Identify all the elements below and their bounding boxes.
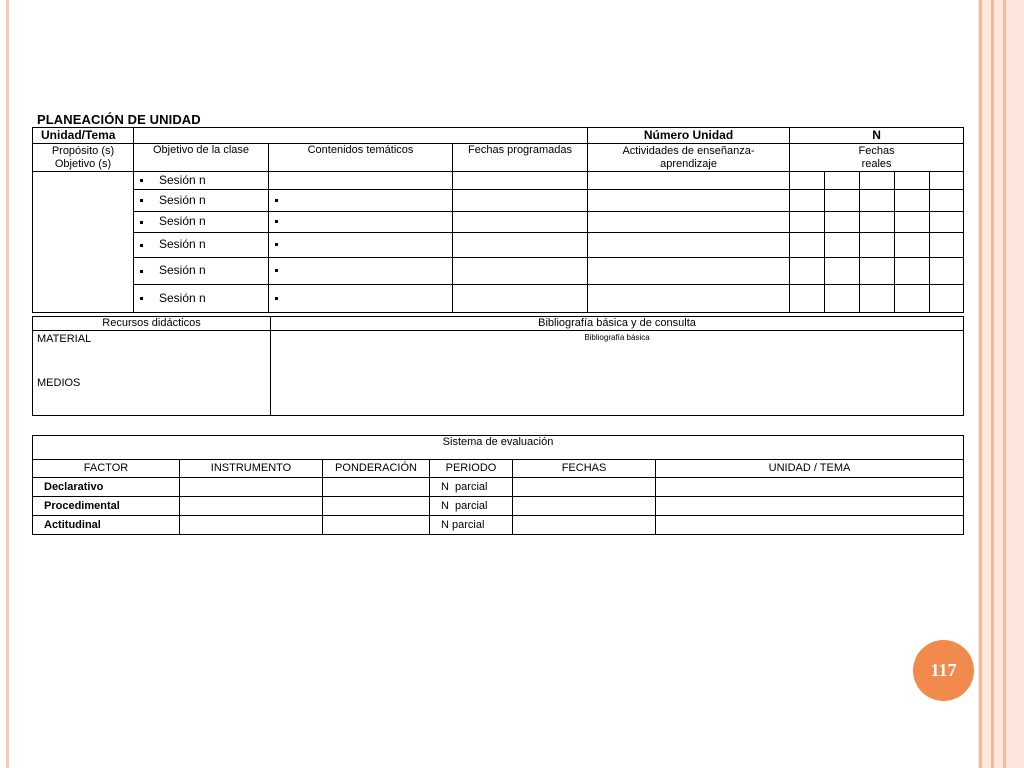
- bullet-icon: [275, 269, 278, 272]
- fecha-real-cell[interactable]: [790, 172, 825, 190]
- header-unidad-tema: UNIDAD / TEMA: [656, 460, 964, 478]
- bullet-icon: [275, 243, 278, 246]
- contenidos-cell[interactable]: [269, 285, 453, 313]
- actividades-cell[interactable]: [588, 285, 790, 313]
- unit-planning-table: [32, 127, 964, 313]
- actividades-cell[interactable]: [588, 212, 790, 233]
- page-number-badge: 117: [913, 640, 974, 701]
- fecha-real-cell[interactable]: [860, 258, 895, 285]
- fecha-real-cell[interactable]: [825, 172, 860, 190]
- fechas-reales-line1: Fechas: [858, 144, 895, 157]
- fecha-real-cell[interactable]: [930, 233, 964, 258]
- fecha-real-cell[interactable]: [790, 285, 825, 313]
- header-fechas: FECHAS: [513, 460, 656, 478]
- fecha-real-cell[interactable]: [930, 190, 964, 212]
- fecha-real-cell[interactable]: [790, 258, 825, 285]
- header-periodo: PERIODO: [430, 460, 513, 478]
- fechas-programadas-cell[interactable]: [453, 172, 588, 190]
- fecha-real-cell[interactable]: [895, 212, 930, 233]
- bullet-icon: [140, 179, 143, 182]
- session-label: Sesión n: [159, 263, 206, 277]
- header-ponderacion: PONDERACIÓN: [323, 460, 430, 478]
- right-decorative-line: [979, 0, 982, 768]
- right-decorative-line: [991, 0, 994, 768]
- instrumento-cell[interactable]: [180, 516, 323, 535]
- fecha-real-cell[interactable]: [860, 172, 895, 190]
- unidad-tema-cell[interactable]: [656, 478, 964, 497]
- fecha-real-cell[interactable]: [895, 285, 930, 313]
- medios-label: MEDIOS: [37, 377, 81, 389]
- fecha-real-cell[interactable]: [790, 190, 825, 212]
- session-cell: [134, 212, 269, 233]
- session-cell: [134, 190, 269, 212]
- fecha-real-cell[interactable]: [930, 172, 964, 190]
- unidad-tema-label: Unidad/Tema: [33, 128, 134, 144]
- fechas-programadas-cell[interactable]: [453, 258, 588, 285]
- fecha-real-cell[interactable]: [930, 212, 964, 233]
- col-header-actividades: [588, 144, 790, 172]
- contenidos-cell[interactable]: [269, 258, 453, 285]
- bullet-icon: [275, 199, 278, 202]
- fecha-real-cell[interactable]: [860, 212, 895, 233]
- factor-cell: Actitudinal: [33, 516, 180, 535]
- periodo-cell: N parcial: [430, 516, 513, 535]
- bullet-icon: [140, 199, 143, 202]
- numero-unidad-value: N: [790, 128, 964, 144]
- right-decorative-band: [978, 0, 1024, 768]
- fechas-cell[interactable]: [513, 478, 656, 497]
- bullet-icon: [140, 297, 143, 300]
- contenidos-cell[interactable]: [269, 190, 453, 212]
- session-cell: [134, 258, 269, 285]
- actividades-line2: aprendizaje: [660, 157, 717, 170]
- fecha-real-cell[interactable]: [790, 212, 825, 233]
- col-header-contenidos: Contenidos temáticos: [269, 144, 453, 172]
- fechas-programadas-cell[interactable]: [453, 285, 588, 313]
- contenidos-cell[interactable]: [269, 212, 453, 233]
- bullet-icon: [275, 220, 278, 223]
- header-factor: FACTOR: [33, 460, 180, 478]
- right-decorative-line: [1003, 0, 1006, 768]
- session-cell: [134, 233, 269, 258]
- fechas-programadas-cell[interactable]: [453, 233, 588, 258]
- bibliografia-header: Bibliografía básica y de consulta: [271, 317, 964, 331]
- instrumento-cell[interactable]: [180, 497, 323, 516]
- col-header-objetivo-clase: Objetivo de la clase: [134, 144, 269, 172]
- ponderacion-cell[interactable]: [323, 516, 430, 535]
- fecha-real-cell[interactable]: [825, 285, 860, 313]
- session-label: Sesión n: [159, 214, 206, 228]
- page-title: PLANEACIÓN DE UNIDAD: [37, 112, 201, 127]
- left-decorative-stripe: [6, 0, 9, 768]
- fecha-real-cell[interactable]: [790, 233, 825, 258]
- proposito-cell[interactable]: [33, 172, 134, 313]
- fechas-cell[interactable]: [513, 516, 656, 535]
- bibliografia-basica-label: Bibliografía básica: [584, 333, 650, 342]
- actividades-cell[interactable]: [588, 233, 790, 258]
- fecha-real-cell[interactable]: [895, 258, 930, 285]
- fechas-cell[interactable]: [513, 497, 656, 516]
- session-label: Sesión n: [159, 172, 206, 187]
- contenidos-cell[interactable]: [269, 172, 453, 190]
- fecha-real-cell[interactable]: [825, 258, 860, 285]
- actividades-cell[interactable]: [588, 258, 790, 285]
- numero-unidad-label: Número Unidad: [588, 128, 790, 144]
- factor-cell: Declarativo: [33, 478, 180, 497]
- fecha-real-cell[interactable]: [930, 285, 964, 313]
- actividades-cell[interactable]: [588, 190, 790, 212]
- fecha-real-cell[interactable]: [825, 190, 860, 212]
- unidad-tema-value[interactable]: [134, 128, 588, 144]
- fecha-real-cell[interactable]: [930, 258, 964, 285]
- actividades-cell[interactable]: [588, 172, 790, 190]
- fecha-real-cell[interactable]: [860, 190, 895, 212]
- factor-cell: Procedimental: [33, 497, 180, 516]
- col-header-proposito: [33, 144, 134, 172]
- evaluation-title: Sistema de evaluación: [33, 436, 964, 460]
- unidad-tema-cell[interactable]: [656, 497, 964, 516]
- periodo-cell: N parcial: [430, 497, 513, 516]
- session-cell: [134, 172, 269, 190]
- instrumento-cell[interactable]: [180, 478, 323, 497]
- bibliografia-cell[interactable]: [271, 331, 964, 416]
- actividades-line1: Actividades de enseñanza-: [622, 144, 755, 157]
- resources-table: [32, 316, 964, 416]
- col-header-fechas-programadas: Fechas programadas: [453, 144, 588, 172]
- session-label: Sesión n: [159, 237, 206, 251]
- fechas-programadas-cell[interactable]: [453, 190, 588, 212]
- bullet-icon: [140, 270, 143, 273]
- fecha-real-cell[interactable]: [860, 233, 895, 258]
- ponderacion-cell[interactable]: [323, 478, 430, 497]
- session-cell: [134, 285, 269, 313]
- proposito-line1: Propósito (s): [51, 144, 115, 157]
- fecha-real-cell[interactable]: [895, 233, 930, 258]
- fechas-reales-line2: reales: [861, 157, 892, 170]
- bullet-icon: [140, 221, 143, 224]
- periodo-cell: N parcial: [430, 478, 513, 497]
- col-header-fechas-reales: [790, 144, 964, 172]
- ponderacion-cell[interactable]: [323, 497, 430, 516]
- bullet-icon: [140, 244, 143, 247]
- contenidos-cell[interactable]: [269, 233, 453, 258]
- fecha-real-cell[interactable]: [825, 233, 860, 258]
- session-label: Sesión n: [159, 290, 206, 305]
- session-label: Sesión n: [159, 192, 206, 207]
- material-label: MATERIAL: [37, 333, 92, 345]
- fecha-real-cell[interactable]: [825, 212, 860, 233]
- fechas-programadas-cell[interactable]: [453, 212, 588, 233]
- bullet-icon: [275, 297, 278, 300]
- recursos-cell[interactable]: [33, 331, 271, 416]
- fecha-real-cell[interactable]: [895, 172, 930, 190]
- unidad-tema-cell[interactable]: [656, 516, 964, 535]
- recursos-header: Recursos didácticos: [33, 317, 271, 331]
- header-instrumento: INSTRUMENTO: [180, 460, 323, 478]
- proposito-line2: Objetivo (s): [54, 157, 112, 170]
- evaluation-table: [32, 435, 964, 535]
- fecha-real-cell[interactable]: [860, 285, 895, 313]
- fecha-real-cell[interactable]: [895, 190, 930, 212]
